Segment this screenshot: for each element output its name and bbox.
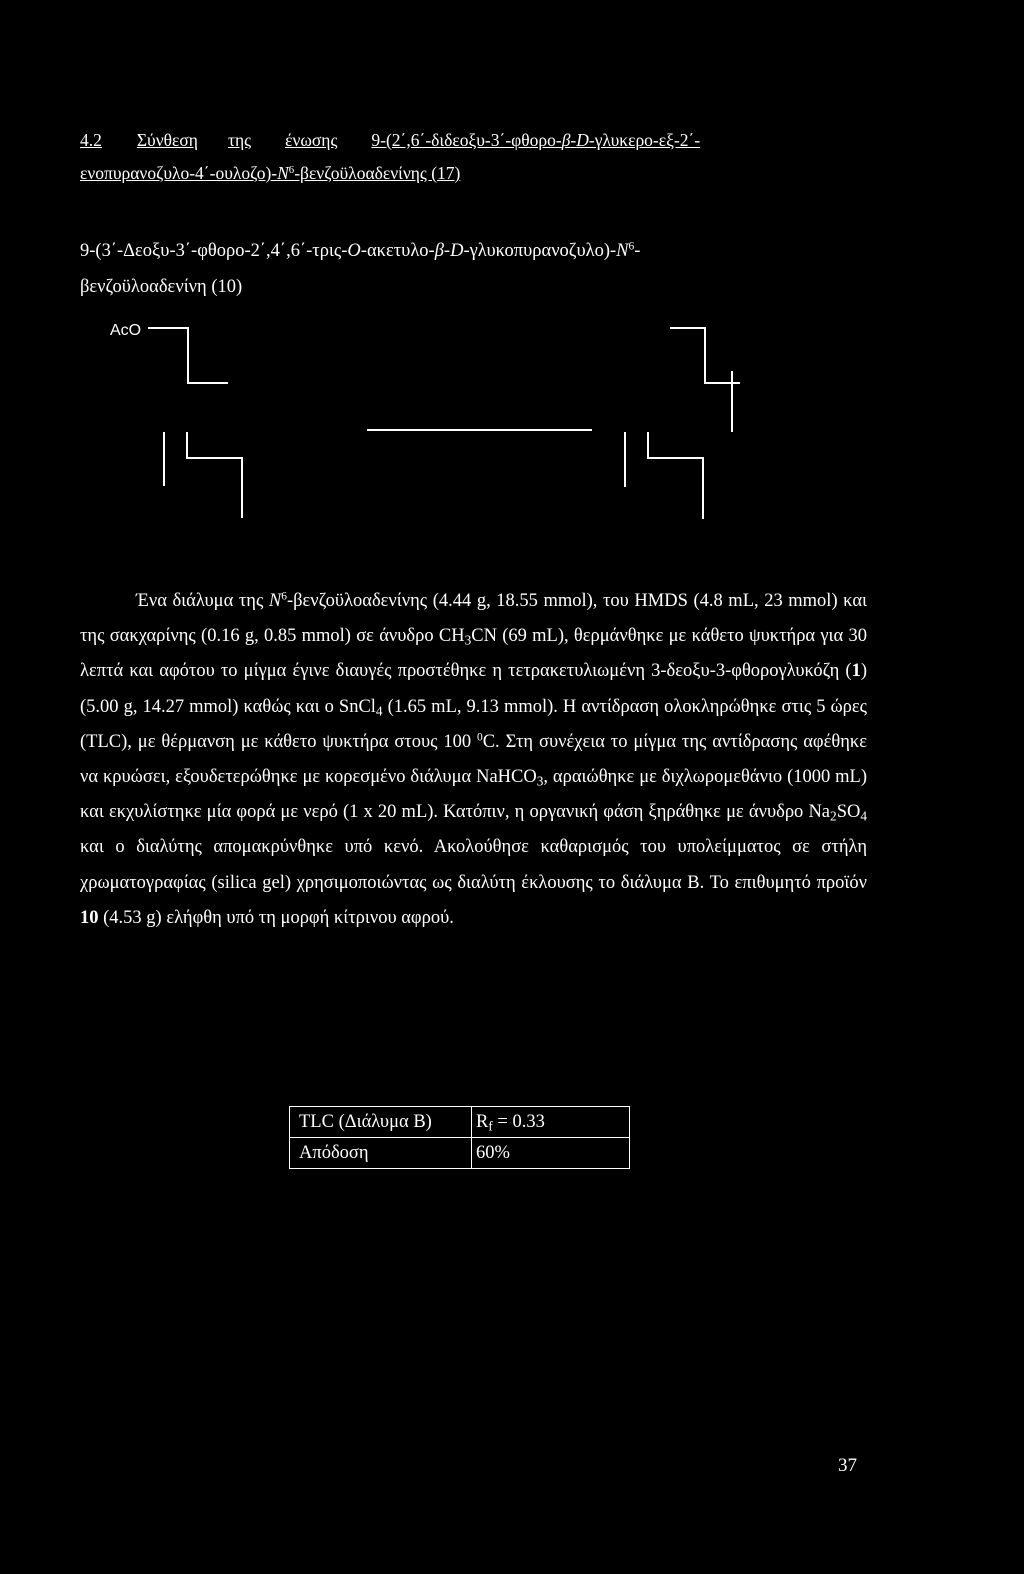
section-number: 4.2 [80, 130, 102, 150]
results-table [289, 1106, 630, 1169]
section-heading-line-1: 4.2 Σύνθεση της ένωσης 9-(2΄,6΄-διδεοξυ-3΄-φθορο-β-D-γλυκερο-εξ-2΄- [80, 130, 701, 150]
section-heading-line-2: ενοπυρανοζυλο-$4΄-o\upsilon\lambda o\zeta o)-N^6$-βενζοϋλοαδενίνης (17) [80, 163, 461, 183]
compound-title-line-2: βενζοϋλοαδενίνη (10) [80, 277, 243, 297]
table-cell-yield-value: 60% [472, 1138, 630, 1169]
table-cell-yield-label: Απόδοση [290, 1138, 472, 1169]
procedure-paragraph: Ένα διάλυμα της $N^6$-βενζοϋλοαδενίνης (4.44 g, 18.55 mmol), του HMDS (4.8 mL, 23 mmol) και της σακχαρίνης (0.16 g, 0.85 mmol) σε άνυδρο $CH_3CN$ (69 mL), θερμάνθηκε με κάθετο ψυκτήρα για 30 λεπτά και αφότου το μίγμα έγινε διαυγές προστέθηκε η τετρακετυλιωμένη 3-δεοξυ-3-φθορογλυκόζη (1) (5.00 g, 14.27 mmol) καθώς και ο SnCl$_4$ (1.65 mL, 9.13 mmol). Η αντίδραση ολοκληρώθηκε στις 5 ώρες (TLC), με θέρμανση με κάθετο ψυκτήρα στους 100 $^0$C. Στη συνέχεια το μίγμα της αντίδρασης αφέθηκε να κρυώσει, εξουδετερώθηκε με κορεσμένο διάλυμα NaHCO$_3$, αραιώθηκε με διχλωρομεθάνιο (1000 mL) και εκχυλίστηκε μία φορά με νερό (1 x 20 mL). Κατόπιν, η οργανική φάση ξηράθηκε με άνυδρο $Na_2SO_4$ και ο διαλύτης απομακρύνθηκε υπό κενό. Ακολούθησε καθαρισμός του υπολείμματος σε στήλη χρωματογραφίας (silica gel) χρησιμοποιώντας ως διαλύτη έκλουσης το διάλυμα Β. Το επιθυμητό προϊόν 10 (4.53 g) ελήφθη υπό τη μορφή κίτρινου αφρού. [80, 590, 868, 928]
scheme-stroke-right-bottom [648, 432, 703, 519]
table-row [290, 1138, 630, 1169]
page-number: 37 [838, 1455, 857, 1476]
table-row [290, 1107, 630, 1138]
aco-label: AcO [110, 322, 142, 339]
scheme-stroke-left-top [148, 328, 228, 383]
scheme-stroke-right-top [670, 328, 740, 383]
scheme-stroke-left-bottom [187, 432, 242, 518]
compound-title-line-1: $9-(3΄-\Delta\varepsilon o\xi\upsilon-3΄-\varphi\theta o\rho o-2΄,4΄,6΄-\tau\rho\iota\varsigma-O-\alpha\kappa\varepsilon\tau\upsilon\lambda o-\beta-D-\gamma\lambda\upsilon\kappa o\pi\upsilon\rho\alpha\nu o\zeta\upsilon\lambda o)-N^6-$ [80, 240, 641, 261]
reaction-scheme [0, 300, 1024, 540]
table-cell-rf-value: $R_f = 0.33$ [472, 1107, 630, 1138]
table-cell-tlc-label: TLC (Διάλυμα Β) [290, 1107, 472, 1138]
